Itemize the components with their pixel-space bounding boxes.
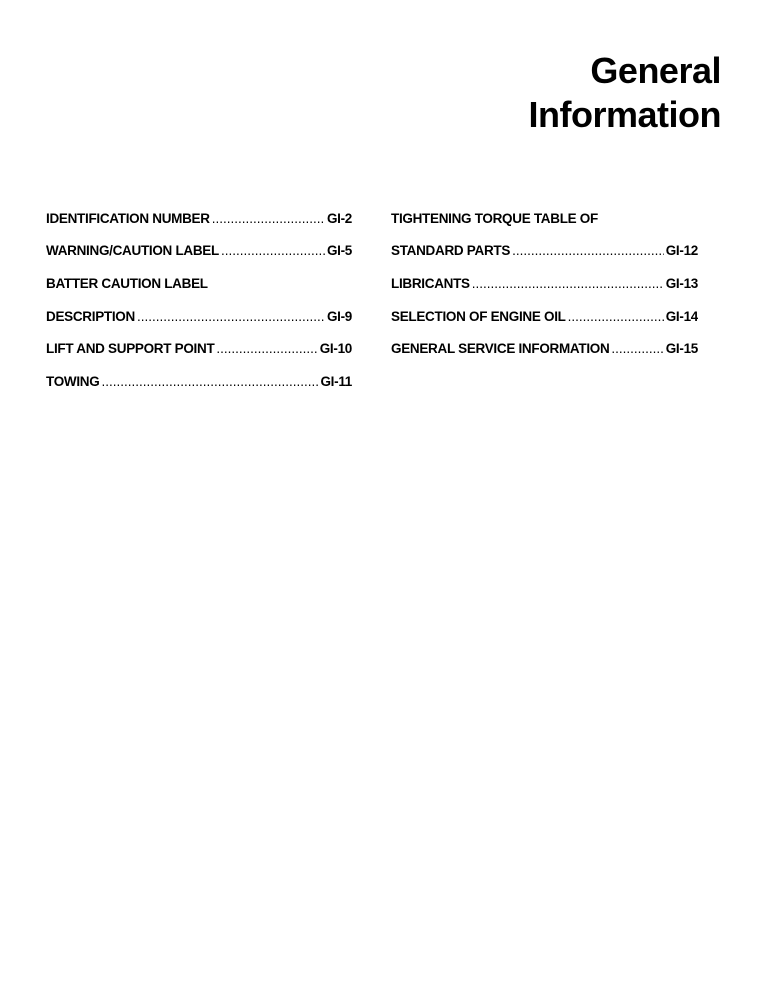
toc-dot-leader xyxy=(101,374,318,389)
toc-entry-warning-caution-label[interactable] xyxy=(46,235,352,268)
toc-right-column xyxy=(391,202,698,365)
toc-entry-title-continued: STANDARD PARTS xyxy=(391,243,511,259)
page-title-line-2: Information xyxy=(528,94,721,135)
toc-entry-page: GI-11 xyxy=(320,373,352,389)
toc-entry-tightening-torque-table-line-1[interactable] xyxy=(391,202,698,235)
toc-entry-title: LIFT AND SUPPORT POINT xyxy=(46,341,215,357)
toc-dot-leader xyxy=(512,243,664,258)
toc-left-column xyxy=(46,202,352,398)
toc-entry-page: GI-13 xyxy=(665,275,698,291)
toc-entry-title: LIBRICANTS xyxy=(391,275,470,291)
toc-dot-leader xyxy=(137,309,325,324)
toc-entry-page: GI-14 xyxy=(665,308,698,324)
toc-entry-selection-of-engine-oil[interactable] xyxy=(391,300,698,333)
toc-entry-title: TIGHTENING TORQUE TABLE OF xyxy=(391,210,598,226)
toc-dot-leader xyxy=(611,341,663,356)
toc-entry-libricants[interactable] xyxy=(391,267,698,300)
toc-entry-general-service-information[interactable] xyxy=(391,332,698,365)
toc-dot-leader xyxy=(472,276,664,291)
toc-entry-title: TOWING xyxy=(46,373,100,389)
toc-dot-leader xyxy=(216,341,317,356)
toc-entry-towing[interactable] xyxy=(46,365,352,398)
toc-entry-page: GI-5 xyxy=(326,243,352,259)
toc-entry-identification-number[interactable] xyxy=(46,202,352,235)
toc-entry-title: IDENTIFICATION NUMBER xyxy=(46,210,210,226)
toc-dot-leader xyxy=(212,211,325,226)
toc-entry-tightening-torque-table-line-2[interactable] xyxy=(391,235,698,268)
toc-entry-batter-caution-label-line-1[interactable] xyxy=(46,267,352,300)
toc-entry-title: GENERAL SERVICE INFORMATION xyxy=(391,341,610,357)
toc-entry-lift-and-support-point[interactable] xyxy=(46,332,352,365)
toc-entry-title-continued: DESCRIPTION xyxy=(46,308,135,324)
page-title xyxy=(529,49,721,137)
toc-entry-title: WARNING/CAUTION LABEL xyxy=(46,243,219,259)
toc-entry-page: GI-15 xyxy=(665,341,698,357)
toc-entry-page: GI-12 xyxy=(665,243,698,259)
toc-entry-page: GI-9 xyxy=(326,308,352,324)
toc-entry-title: SELECTION OF ENGINE OIL xyxy=(391,308,566,324)
toc-entry-title: BATTER CAUTION LABEL xyxy=(46,275,208,291)
toc-entry-page: GI-10 xyxy=(319,341,352,357)
toc-dot-leader xyxy=(568,309,664,324)
toc-entry-batter-caution-label-line-2[interactable] xyxy=(46,300,352,333)
page-title-line-1: General xyxy=(590,50,721,91)
toc-dot-leader xyxy=(221,243,325,258)
toc-entry-page: GI-2 xyxy=(326,210,352,226)
